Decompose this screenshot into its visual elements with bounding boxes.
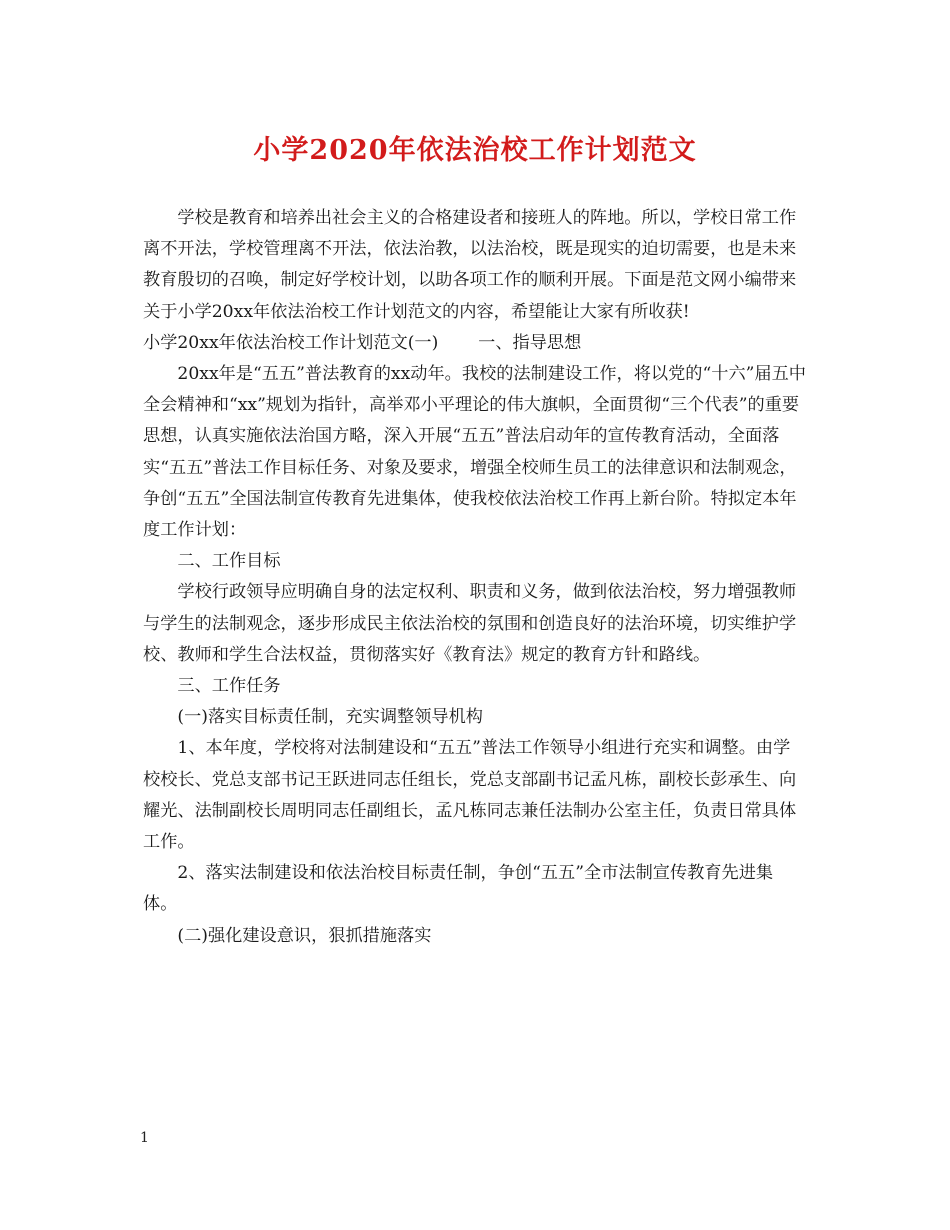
section-heading: 小学20xx年依法治校工作计划范文(一) 一、指导思想: [143, 332, 582, 353]
document-body: [143, 203, 807, 952]
task-item-2: 2、落实法制建设和依法治校目标责任制，争创“五五”全市法制宣传教育先进集体。: [143, 863, 774, 915]
task-item-1: 1、本年度，学校将对法制建设和“五五”普法工作领导小组进行充实和调整。由学校校长、党总支部书记王跃进同志任组长，党总支部副书记孟凡栋，副校长彭承生、向耀光、法制副校长周明同志任副组长，孟凡栋同志兼任法制办公室主任，负责日常具体工作。: [143, 738, 797, 853]
work-goal-heading: 二、工作目标: [177, 551, 281, 572]
document-title: 小学2020年依法治校工作计划范文: [253, 135, 697, 166]
work-tasks-heading: 三、工作任务: [177, 676, 281, 697]
intro-paragraph: 学校是教育和培养出社会主义的合格建设者和接班人的阵地。所以，学校日常工作离不开法，学校管理离不开法，依法治教，以法治校，既是现实的迫切需要，也是未来教育殷切的召唤，制定好学校计划，以助各项工作的顺利开展。下面是范文网小编带来关于小学20xx年依法治校工作计划范文的内容，希望能让大家有所收获!: [143, 208, 797, 322]
page-number: 1: [140, 1130, 149, 1146]
task-subheading-1: (一)落实目标责任制，充实调整领导机构: [177, 707, 483, 728]
task-subheading-2: (二)强化建设意识，狠抓措施落实: [177, 925, 432, 946]
guiding-thought-paragraph: 20xx年是“五五”普法教育的xx动年。我校的法制建设工作，将以党的“十六”届五中全会精神和“xx”规划为指针，高举邓小平理论的伟大旗帜，全面贯彻“三个代表”的重要思想，认真实施依法治国方略，深入开展“五五”普法启动年的宣传教育活动，全面落实“五五”普法工作目标任务、对象及要求，增强全校师生员工的法律意识和法制观念，争创“五五”全国法制宣传教育先进集体，使我校依法治校工作再上新台阶。特拟定本年度工作计划：: [143, 364, 806, 541]
work-goal-paragraph: 学校行政领导应明确自身的法定权利、职责和义务，做到依法治校，努力增强教师与学生的法制观念，逐步形成民主依法治校的氛围和创造良好的法治环境，切实维护学校、教师和学生合法权益，贯彻落实好《教育法》规定的教育方针和路线。: [143, 582, 797, 665]
